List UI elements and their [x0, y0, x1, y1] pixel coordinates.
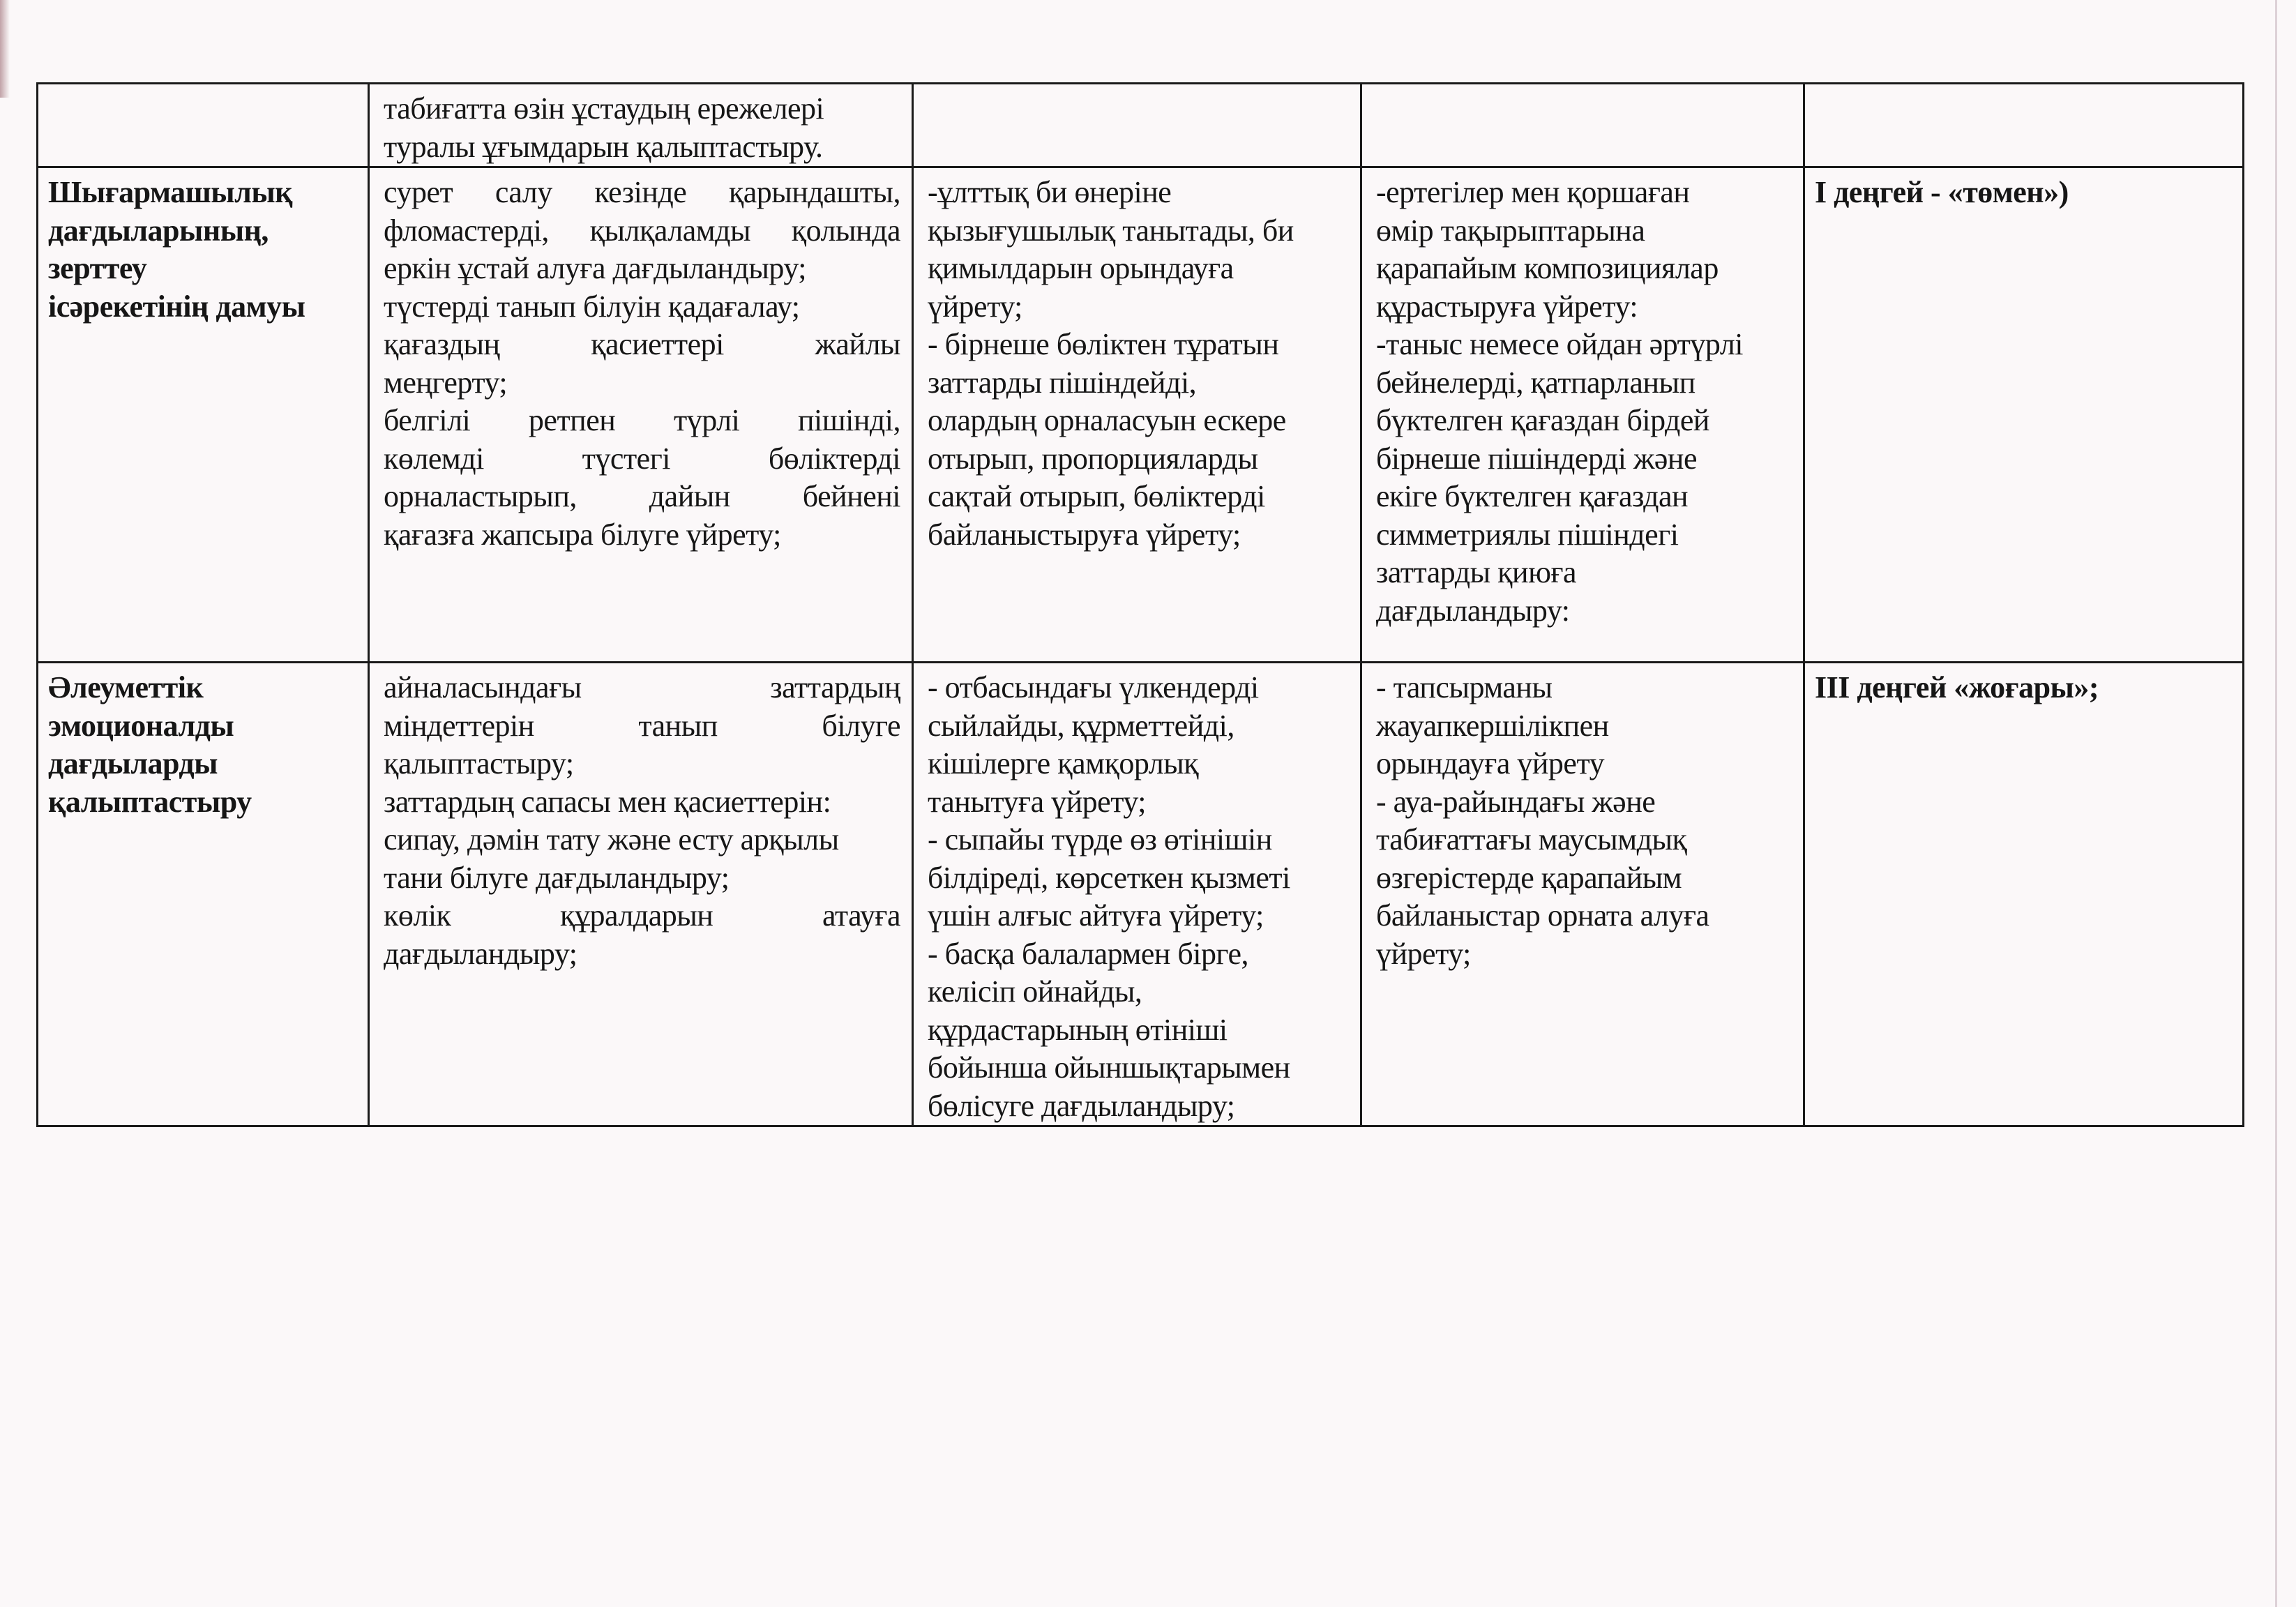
- text-line: меңгерту;: [384, 365, 508, 400]
- text-line: сипау, дәмін тату және есту арқылы: [384, 822, 839, 857]
- text-line: танытуға үйрету;: [928, 784, 1146, 819]
- text-line: белгілі ретпен түрлі пішінді,: [384, 403, 900, 437]
- page-shadow: [0, 0, 10, 98]
- text-line: байланыстыруға үйрету;: [928, 517, 1241, 552]
- text-line: өзгерістерде қарапайым: [1376, 860, 1682, 895]
- title-line: дағдыларының,: [48, 213, 269, 248]
- cell-content-continuation: [369, 84, 913, 167]
- cell-empty: [1361, 84, 1804, 167]
- cell-empty: [1804, 84, 2244, 167]
- text-line: байланыстар орната алуға: [1376, 898, 1709, 933]
- text-line: айналасындағы заттардың: [384, 670, 900, 704]
- cell-level-low: [1804, 167, 2244, 663]
- text-line: олардың орналасуын ескере: [928, 403, 1286, 437]
- text-line: түстерді танып білуін қадағалау;: [384, 289, 800, 324]
- text-line: заттардың сапасы мен қасиеттерін:: [384, 784, 831, 819]
- text-line: келісіп ойнайды,: [928, 974, 1142, 1009]
- text-line: міндеттерін танып білуге: [384, 708, 900, 743]
- title-line: Әлеуметтік: [48, 670, 204, 704]
- text-line: тани білуге дағдыландыру;: [384, 860, 730, 895]
- text-line: өмір тақырыптарына: [1376, 213, 1645, 248]
- text-line: - сыпайы түрде өз өтінішін: [928, 822, 1272, 857]
- title-line: ісәрекетінің дамуы: [48, 289, 305, 324]
- text-line: сурет салу кезінде қарындашты,: [384, 175, 900, 209]
- text-line: симметриялы пішіндегі: [1376, 517, 1679, 552]
- text-line: бөлісуге дағдыландыру;: [928, 1088, 1235, 1123]
- level-text: III деңгей «жоғары»;: [1815, 670, 2099, 704]
- text-line: жауапкершілікпен: [1376, 708, 1609, 743]
- title-line: зерттеу: [48, 251, 147, 285]
- cell-level-high: [1804, 663, 2244, 1126]
- text-line: -таныс немесе ойдан әртүрлі: [1376, 327, 1744, 361]
- cell-social-col2: [369, 663, 913, 1126]
- title-line: эмоционалды: [48, 708, 234, 743]
- text-line: қимылдарын орындауға: [928, 251, 1234, 285]
- title-line: қалыптастыру: [48, 784, 252, 819]
- text-line: заттарды қиюға: [1376, 555, 1577, 589]
- text-line: - ауа-райындағы және: [1376, 784, 1656, 819]
- text-line: көлемді түстегі бөліктерді: [384, 441, 900, 476]
- text-line: еркін ұстай алуға дағдыландыру;: [384, 251, 806, 285]
- text-line: сақтай отырып, бөліктерді: [928, 479, 1265, 513]
- cell-social-col3: [913, 663, 1361, 1126]
- cell-creative-col2: [369, 167, 913, 663]
- text-line: білдіреді, көрсеткен қызметі: [928, 860, 1290, 895]
- table-row-continuation: [38, 84, 2244, 167]
- text-line: қарапайым композициялар: [1376, 251, 1719, 285]
- text-line: қалыптастыру;: [384, 746, 574, 780]
- cell-creative-col3: [913, 167, 1361, 663]
- text-line: туралы ұғымдарын қалыптастыру.: [384, 129, 823, 164]
- text-line: сыйлайды, құрметтейді,: [928, 708, 1234, 743]
- text-line: дағдыландыру:: [1376, 593, 1570, 628]
- text-line: қағазға жапсыра білуге үйрету;: [384, 517, 781, 552]
- text-line: қызығушылық танытады, би: [928, 213, 1294, 248]
- cell-empty: [913, 84, 1361, 167]
- text-line: - бірнеше бөліктен тұратын: [928, 327, 1279, 361]
- text-line: - басқа балалармен бірге,: [928, 936, 1249, 971]
- text-line: отырып, пропорцияларды: [928, 441, 1258, 476]
- text-line: орналастырып, дайын бейнені: [384, 479, 900, 513]
- cell-empty-title: [38, 84, 369, 167]
- table-row-creative: [38, 167, 2244, 663]
- text-line: үйрету;: [928, 289, 1022, 324]
- text-line: кішілерге қамқорлық: [928, 746, 1199, 780]
- text-line: -ұлттық би өнеріне: [928, 175, 1172, 209]
- text-line: орындауға үйрету: [1376, 746, 1605, 780]
- text-line: бейнелерді, қатпарланып: [1376, 365, 1695, 400]
- text-line: қағаздың қасиеттері жайлы: [384, 327, 900, 361]
- level-text: I деңгей - «төмен»): [1815, 175, 2069, 209]
- text-line: -ертегілер мен қоршаған: [1376, 175, 1690, 209]
- text-line: үшін алғыс айтуға үйрету;: [928, 898, 1264, 933]
- text-line: бүктелген қағаздан бірдей: [1376, 403, 1709, 437]
- text-line: құрдастарының өтініші: [928, 1012, 1228, 1047]
- text-line: заттарды пішіндейді,: [928, 365, 1197, 400]
- text-line: үйрету;: [1376, 936, 1471, 971]
- text-line: көлік құралдарын атауға: [384, 898, 900, 933]
- cell-social-col4: [1361, 663, 1804, 1126]
- row-title-social: [38, 663, 369, 1126]
- text-line: - отбасындағы үлкендерді: [928, 670, 1259, 704]
- skills-table: [36, 82, 2244, 1127]
- cell-creative-col4: [1361, 167, 1804, 663]
- text-line: бірнеше пішіндерді және: [1376, 441, 1697, 476]
- text-line: құрастыруға үйрету:: [1376, 289, 1638, 324]
- text-line: екіге бүктелген қағаздан: [1376, 479, 1689, 513]
- text-line: табиғатта өзін ұстаудың ережелері: [384, 91, 824, 126]
- page-edge: [2275, 0, 2277, 1607]
- text-line: дағдыландыру;: [384, 936, 577, 971]
- title-line: Шығармашылық: [48, 175, 293, 209]
- row-title-creative: [38, 167, 369, 663]
- text-line: - тапсырманы: [1376, 670, 1553, 704]
- text-line: табиғаттағы маусымдық: [1376, 822, 1687, 857]
- text-line: фломастерді, қылқаламды қолында: [384, 213, 900, 248]
- text-line: бойынша ойыншықтарымен: [928, 1050, 1290, 1085]
- table-row-social: [38, 663, 2244, 1126]
- title-line: дағдыларды: [48, 746, 218, 780]
